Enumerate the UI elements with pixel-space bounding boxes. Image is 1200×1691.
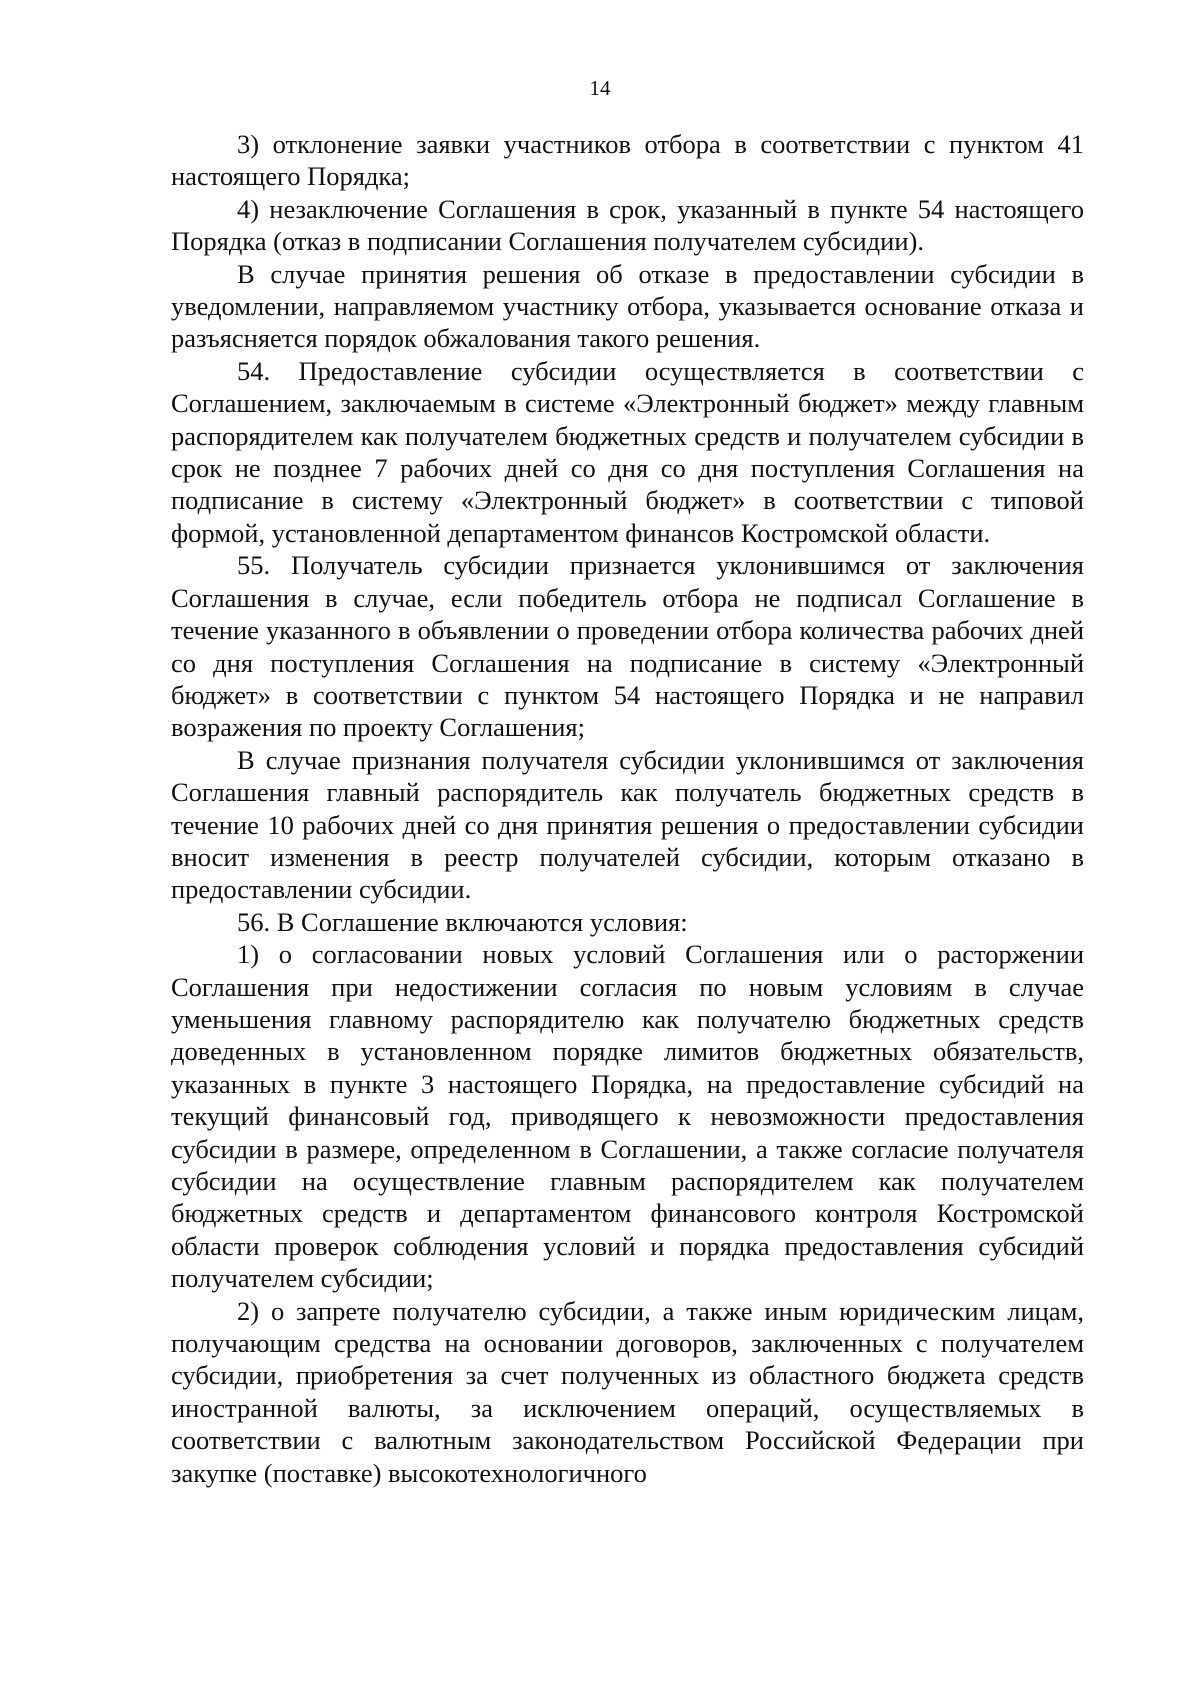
page-number: 14 [589, 76, 611, 100]
paragraph-56-item-2: 2) о запрете получателю субсидии, а также иным юридическим лицам, получающим средства на основании договоров, заключенных с получателем субсидии, приобретения за счет полученных из областного бюджета средств иностранной валюты, за исключением операций, осуществляемых в соответствии с валютным законодательством Российской Федерации при закупке (поставке) высокотехнологичного [171, 1295, 1084, 1488]
paragraph-55: 55. Получатель субсидии признается уклонившимся от заключения Соглашения в случае, если победитель отбора не подписал Соглашение в течение указанного в объявлении о проведении отбора количества рабочих дней со дня поступления Соглашения на подписание в систему «Электронный бюджет» в соответствии с пунктом 54 настоящего Порядка и не направил возражения по проекту Соглашения; [171, 550, 1084, 743]
paragraph-56-item-1: 1) о согласовании новых условий Соглашения или о расторжении Соглашения при недостижении согласия по новым условиям в случае уменьшения главному распорядителю как получателю бюджетных средств доведенных в установленном порядке лимитов бюджетных обязательств, указанных в пункте 3 настоящего Порядка, на предоставление субсидий на текущий финансовый год, приводящего к невозможности предоставления субсидии в размере, определенном в Соглашении, а также согласие получателя субсидии на осуществление главным распорядителем как получателем бюджетных средств и департаментом финансового контроля Костромской области проверок соблюдения условий и порядка предоставления субсидий получателем субсидии; [171, 939, 1084, 1294]
paragraph-evasion-case: В случае признания получателя субсидии уклонившимся от заключения Соглашения главный распорядитель как получатель бюджетных средств в течение 10 рабочих дней со дня принятия решения о предоставлении субсидии вносит изменения в реестр получателей субсидии, которым отказано в предоставлении субсидии. [171, 744, 1084, 905]
paragraph-item-4: 4) незаключение Соглашения в срок, указанный в пункте 54 настоящего Порядка (отказ в подписании Соглашения получателем субсидии). [171, 193, 1084, 257]
paragraph-item-3: 3) отклонение заявки участников отбора в соответствии с пунктом 41 настоящего Порядка; [171, 129, 1084, 192]
document-body [171, 128, 1084, 1489]
paragraph-56: 56. В Соглашение включаются условия: [237, 906, 688, 937]
paragraph-refusal-notice: В случае принятия решения об отказе в предоставлении субсидии в уведомлении, направляемом участнику отбора, указывается основание отказа и разъясняется порядок обжалования такого решения. [171, 258, 1084, 354]
paragraph-54: 54. Предоставление субсидии осуществляется в соответствии с Соглашением, заключаемым в системе «Электронный бюджет» между главным распорядителем как получателем бюджетных средств и получателем субсидии в срок не позднее 7 рабочих дней со дня со дня поступления Соглашения на подписание в систему «Электронный бюджет» в соответствии с типовой формой, установленной департаментом финансов Костромской области. [171, 355, 1084, 548]
